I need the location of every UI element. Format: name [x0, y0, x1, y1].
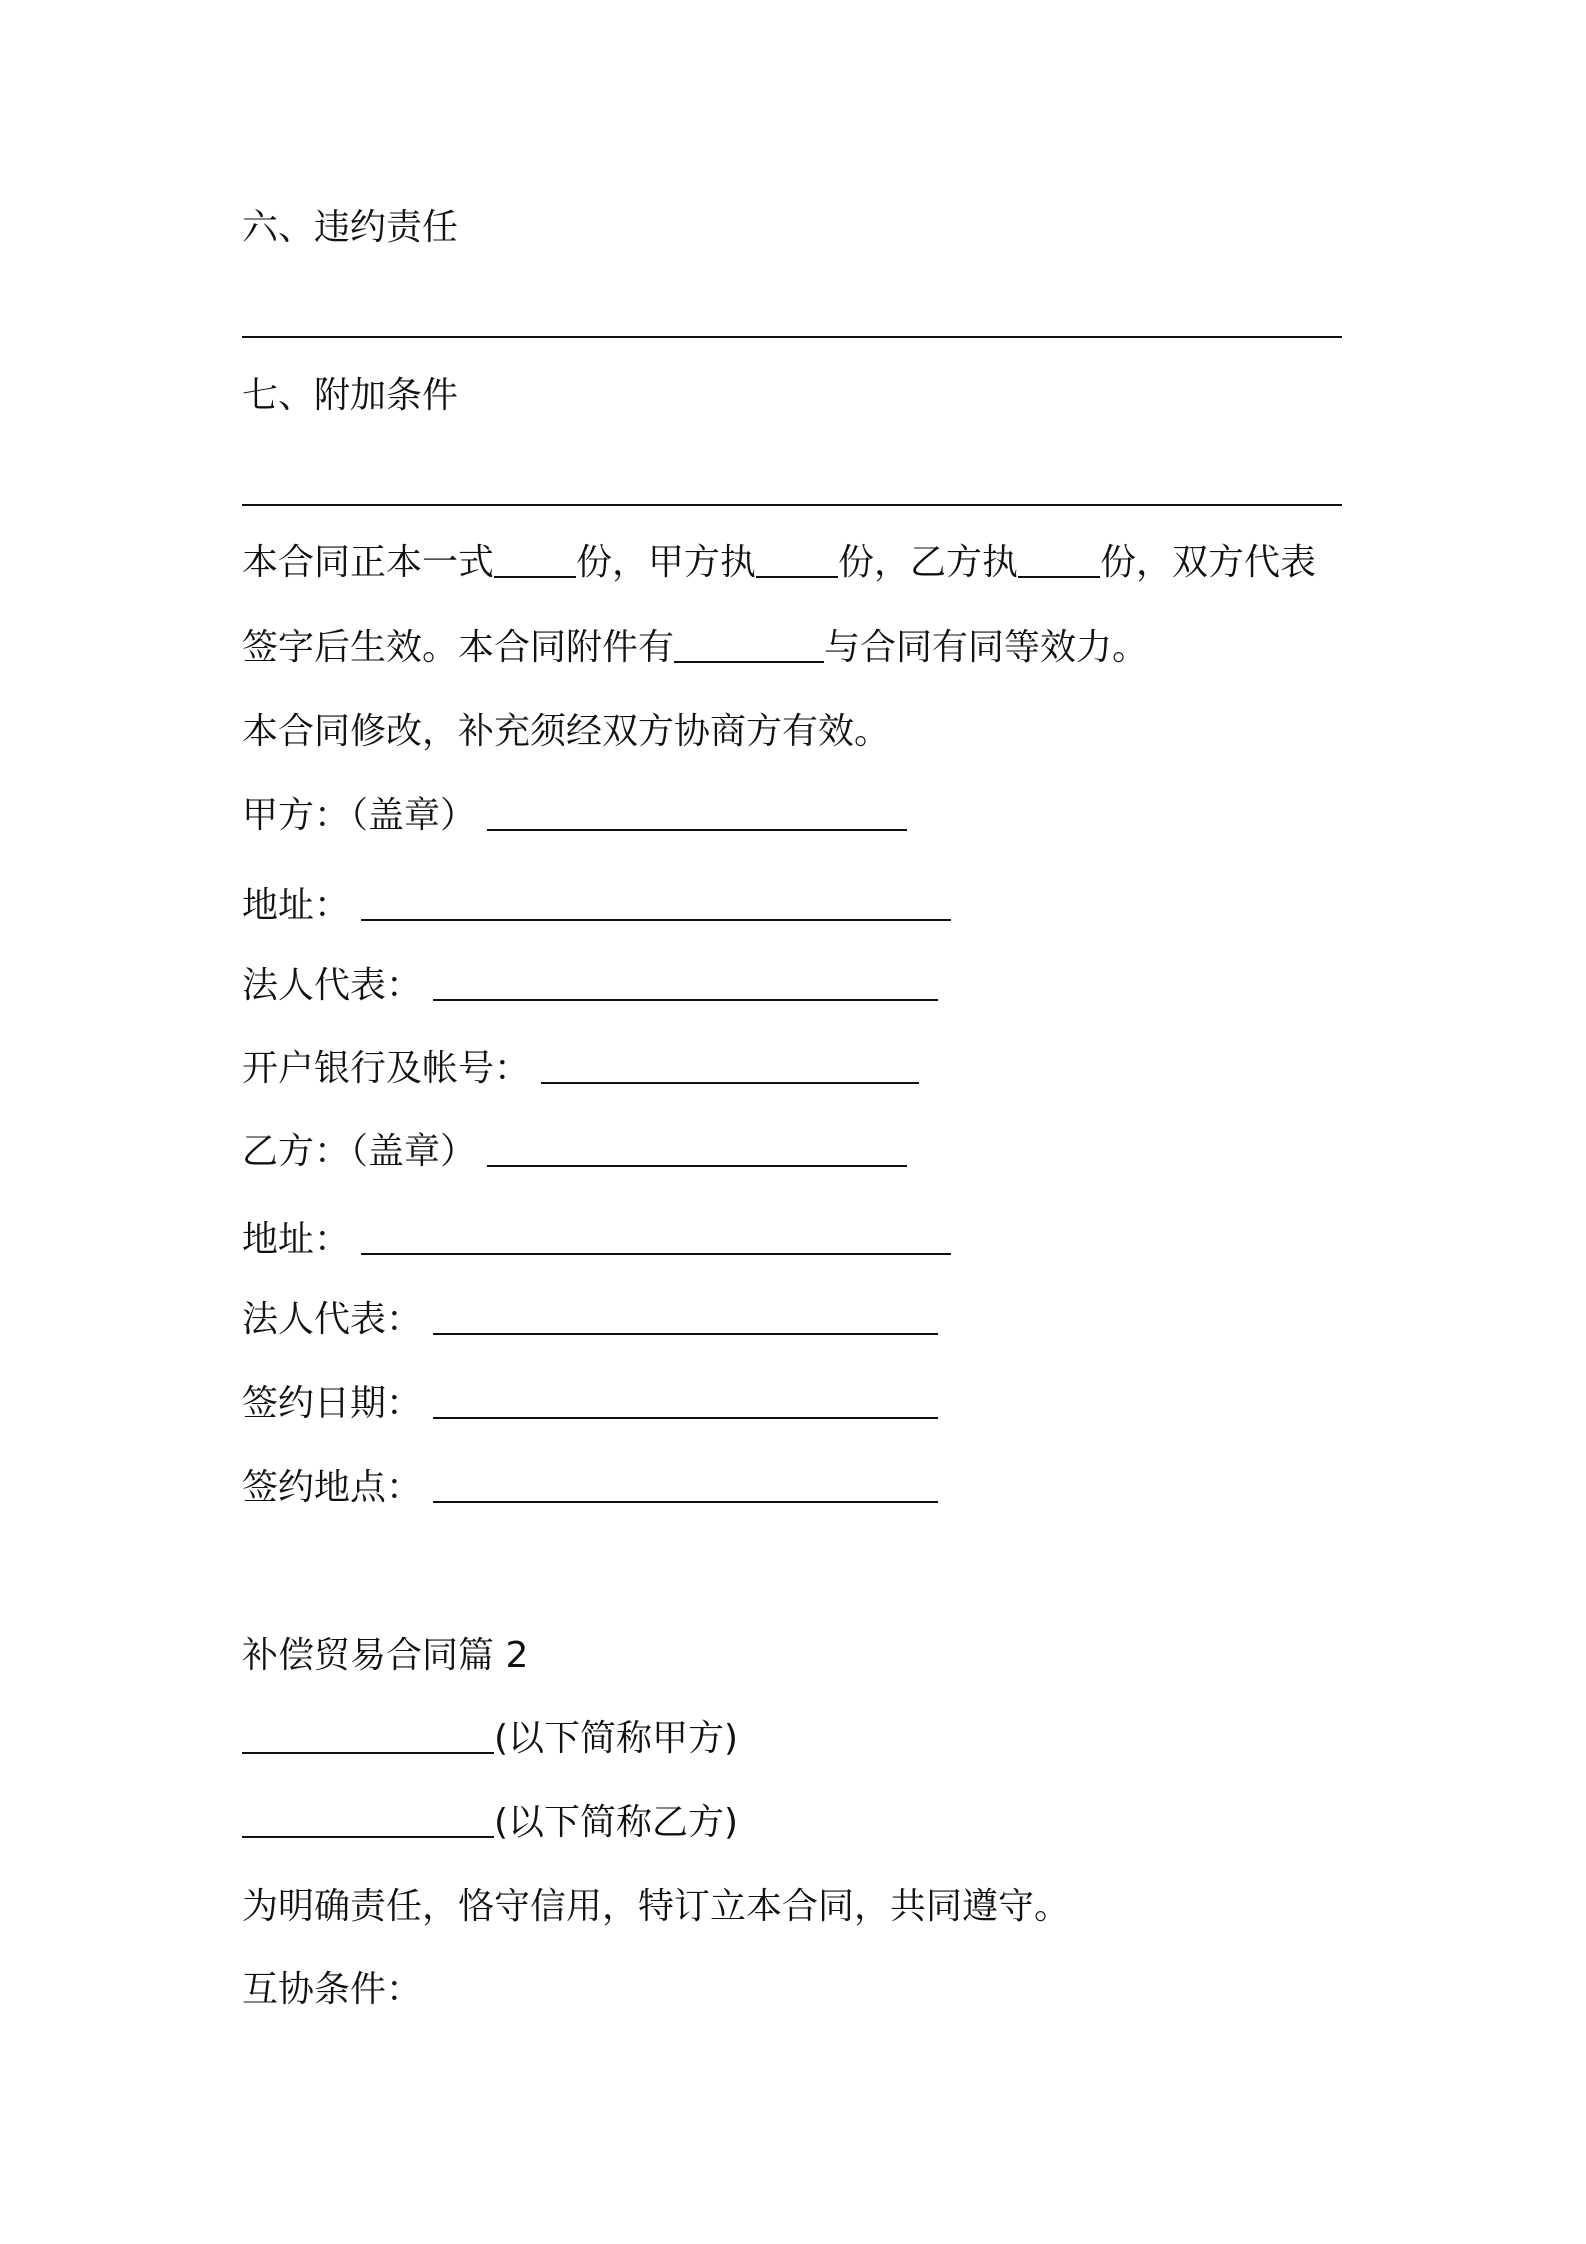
section-heading-breach-liability: 六、违约责任 [242, 207, 459, 248]
party-a-seal-row [242, 794, 907, 838]
contract-2-title: 补偿贸易合同篇 2 [242, 1635, 529, 1676]
sign-date-label: 签约日期： [242, 1383, 423, 1424]
party-b-legal-rep-row [242, 1298, 938, 1342]
party-b-short-name-label: (以下简称乙方) [494, 1802, 739, 1843]
sign-place-blank[interactable] [433, 1471, 938, 1503]
purpose-clause: 为明确责任，恪守信用，特订立本合同，共同遵守。 [242, 1886, 1071, 1927]
party-b-copies-blank[interactable] [1018, 546, 1100, 578]
party-a-copies-blank[interactable] [756, 546, 838, 578]
sign-place-label: 签约地点： [242, 1467, 423, 1508]
party-b-address-blank[interactable] [361, 1223, 951, 1255]
party-b-legal-rep-blank[interactable] [433, 1303, 938, 1335]
copies-text-3: 份，乙方执 [838, 542, 1019, 583]
party-a-legal-rep-label: 法人代表： [242, 965, 423, 1006]
copies-text-4: 份，双方代表 [1100, 542, 1317, 583]
party-a-bank-blank[interactable] [541, 1052, 919, 1084]
party-a-short-name-label: (以下简称甲方) [494, 1718, 739, 1759]
amendment-clause: 本合同修改，补充须经双方协商方有效。 [242, 711, 891, 752]
sign-date-blank[interactable] [433, 1387, 938, 1419]
copies-clause-line-2 [242, 626, 1148, 670]
party-a-address-label: 地址： [242, 885, 351, 926]
party-a-name-blank[interactable] [242, 1722, 494, 1754]
section-heading-additional-terms: 七、附加条件 [242, 375, 459, 416]
party-a-seal-label: 甲方：（盖章） [242, 795, 477, 836]
attachments-text-2: 与合同有同等效力。 [824, 627, 1149, 668]
party-b-name-blank[interactable] [242, 1806, 494, 1838]
party-a-address-blank[interactable] [361, 889, 951, 921]
party-b-short-name-row [242, 1801, 738, 1845]
fill-in-line-breach-liability[interactable] [242, 336, 1342, 338]
copies-text-2: 份，甲方执 [576, 542, 757, 583]
party-b-legal-rep-label: 法人代表： [242, 1299, 423, 1340]
party-b-seal-row [242, 1130, 907, 1174]
mutual-terms-label: 互协条件： [242, 1969, 423, 2010]
party-b-seal-blank[interactable] [487, 1135, 907, 1167]
party-a-short-name-row [242, 1717, 738, 1761]
party-a-legal-rep-blank[interactable] [433, 969, 938, 1001]
party-a-bank-label: 开户银行及帐号： [242, 1048, 531, 1089]
total-copies-blank[interactable] [494, 546, 576, 578]
party-a-seal-blank[interactable] [487, 799, 907, 831]
party-b-address-row [242, 1218, 951, 1262]
party-b-address-label: 地址： [242, 1219, 351, 1260]
sign-date-row [242, 1382, 938, 1426]
attachments-blank[interactable] [674, 631, 824, 663]
fill-in-line-additional-terms[interactable] [242, 504, 1342, 506]
party-a-bank-row [242, 1047, 919, 1091]
attachments-text-1: 签字后生效。本合同附件有 [242, 627, 675, 668]
sign-place-row [242, 1466, 938, 1510]
copies-clause-line-1 [242, 541, 1316, 585]
copies-text-1: 本合同正本一式 [242, 542, 495, 583]
party-a-address-row [242, 884, 951, 928]
party-b-seal-label: 乙方：（盖章） [242, 1131, 477, 1172]
party-a-legal-rep-row [242, 964, 938, 1008]
